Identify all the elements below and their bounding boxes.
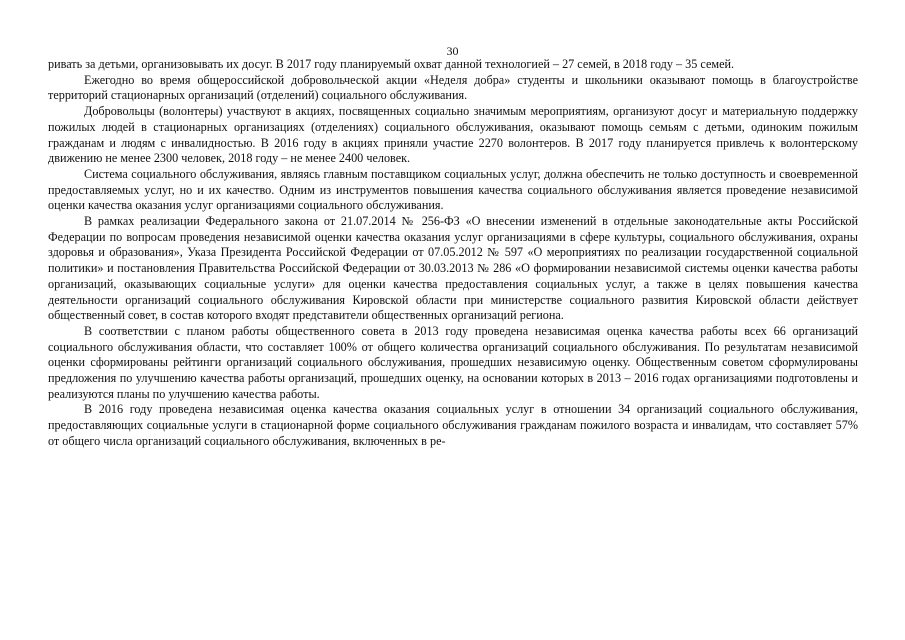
paragraph-2016-assessment: В 2016 году проведена независимая оценка качества оказания социальных услуг в отношении 34 организаций социального обслуживания, предоставляющих социальные услуги в стационарной форме социального обслуживания гражданам пожилого возраста и инвалидам, что составляет 57% от общего числа организаций социального обслуживания, включенных в ре- bbox=[48, 402, 858, 448]
paragraph-continuation: ривать за детьми, организовывать их досуг. В 2017 году планируемый охват данной технологией – 27 семей, в 2018 году – 35 семей. bbox=[48, 57, 735, 71]
paragraph-social-service-system: Система социального обслуживания, являясь главным поставщиком социальных услуг, должна обеспечить не только доступность и своевременной предоставляемых услуг, но и их качество. Одним из инструментов повышения качества социального обслуживания является проведение независимой оценки качества оказания услуг организациями социального обслуживания. bbox=[48, 166, 858, 213]
paragraph-volunteers: Добровольцы (волонтеры) участвуют в акциях, посвященных социально значимым мероприятиям, организуют досуг и материальную поддержку пожилых людей в стационарных организациях (отделениях) социального обслуживания, оказывают помощь семьям с детьми, одиноким пожилым гражданам и людям с инвалидностью. В 2016 году в акциях приняли участие 2270 волонтеров. В 2017 году планируется привлечь к волонтерскому движению не менее 2300 человек, 2018 году – не менее 2400 человек. bbox=[48, 104, 858, 166]
page-number: 30 bbox=[446, 44, 459, 58]
document-body bbox=[48, 57, 858, 450]
paragraph-week-of-kindness: Ежегодно во время общероссийской добровольческой акции «Неделя добра» студенты и школьники оказывают помощь в благоустройстве территорий стационарных организаций (отделений) социального обслуживания. bbox=[48, 72, 858, 103]
paragraph-public-council-plan: В соответствии с планом работы общественного совета в 2013 году проведена независимая оценка качества работы всех 66 организаций социального обслуживания области, что составляет 100% от общего количества организаций социального обслуживания. По результатам независимой оценки сформированы рейтинги организаций социального обслуживания, прошедших независимую оценку. Общественным советом сформулированы предложения по улучшению качества работы организаций, прошедших оценку, на основании которых в 2013 – 2016 годах организациями подготовлены и реализуются планы по улучшению качества работы. bbox=[48, 323, 858, 401]
paragraph-federal-law: В рамках реализации Федерального закона от 21.07.2014 № 256-ФЗ «О внесении изменений в отдельные законодательные акты Российской Федерации по вопросам проведения независимой оценки качества оказания услуг организациями в сфере культуры, социального обслуживания, охраны здоровья и образования», Указа Президента Российской Федерации от 07.05.2012 № 597 «О мероприятиях по реализации государственной социальной политики» и постановления Правительства Российской Федерации от 30.03.2013 № 286 «О формировании независимой системы оценки качества работы организаций, оказывающих социальные услуги» для оценки качества предоставления социальных услуг, а также в целях повышения качества деятельности организаций социального обслуживания Кировской области при министерстве социального развития Кировской области действует общественный совет, в состав которого входят представители общественных организаций региона. bbox=[48, 214, 858, 323]
